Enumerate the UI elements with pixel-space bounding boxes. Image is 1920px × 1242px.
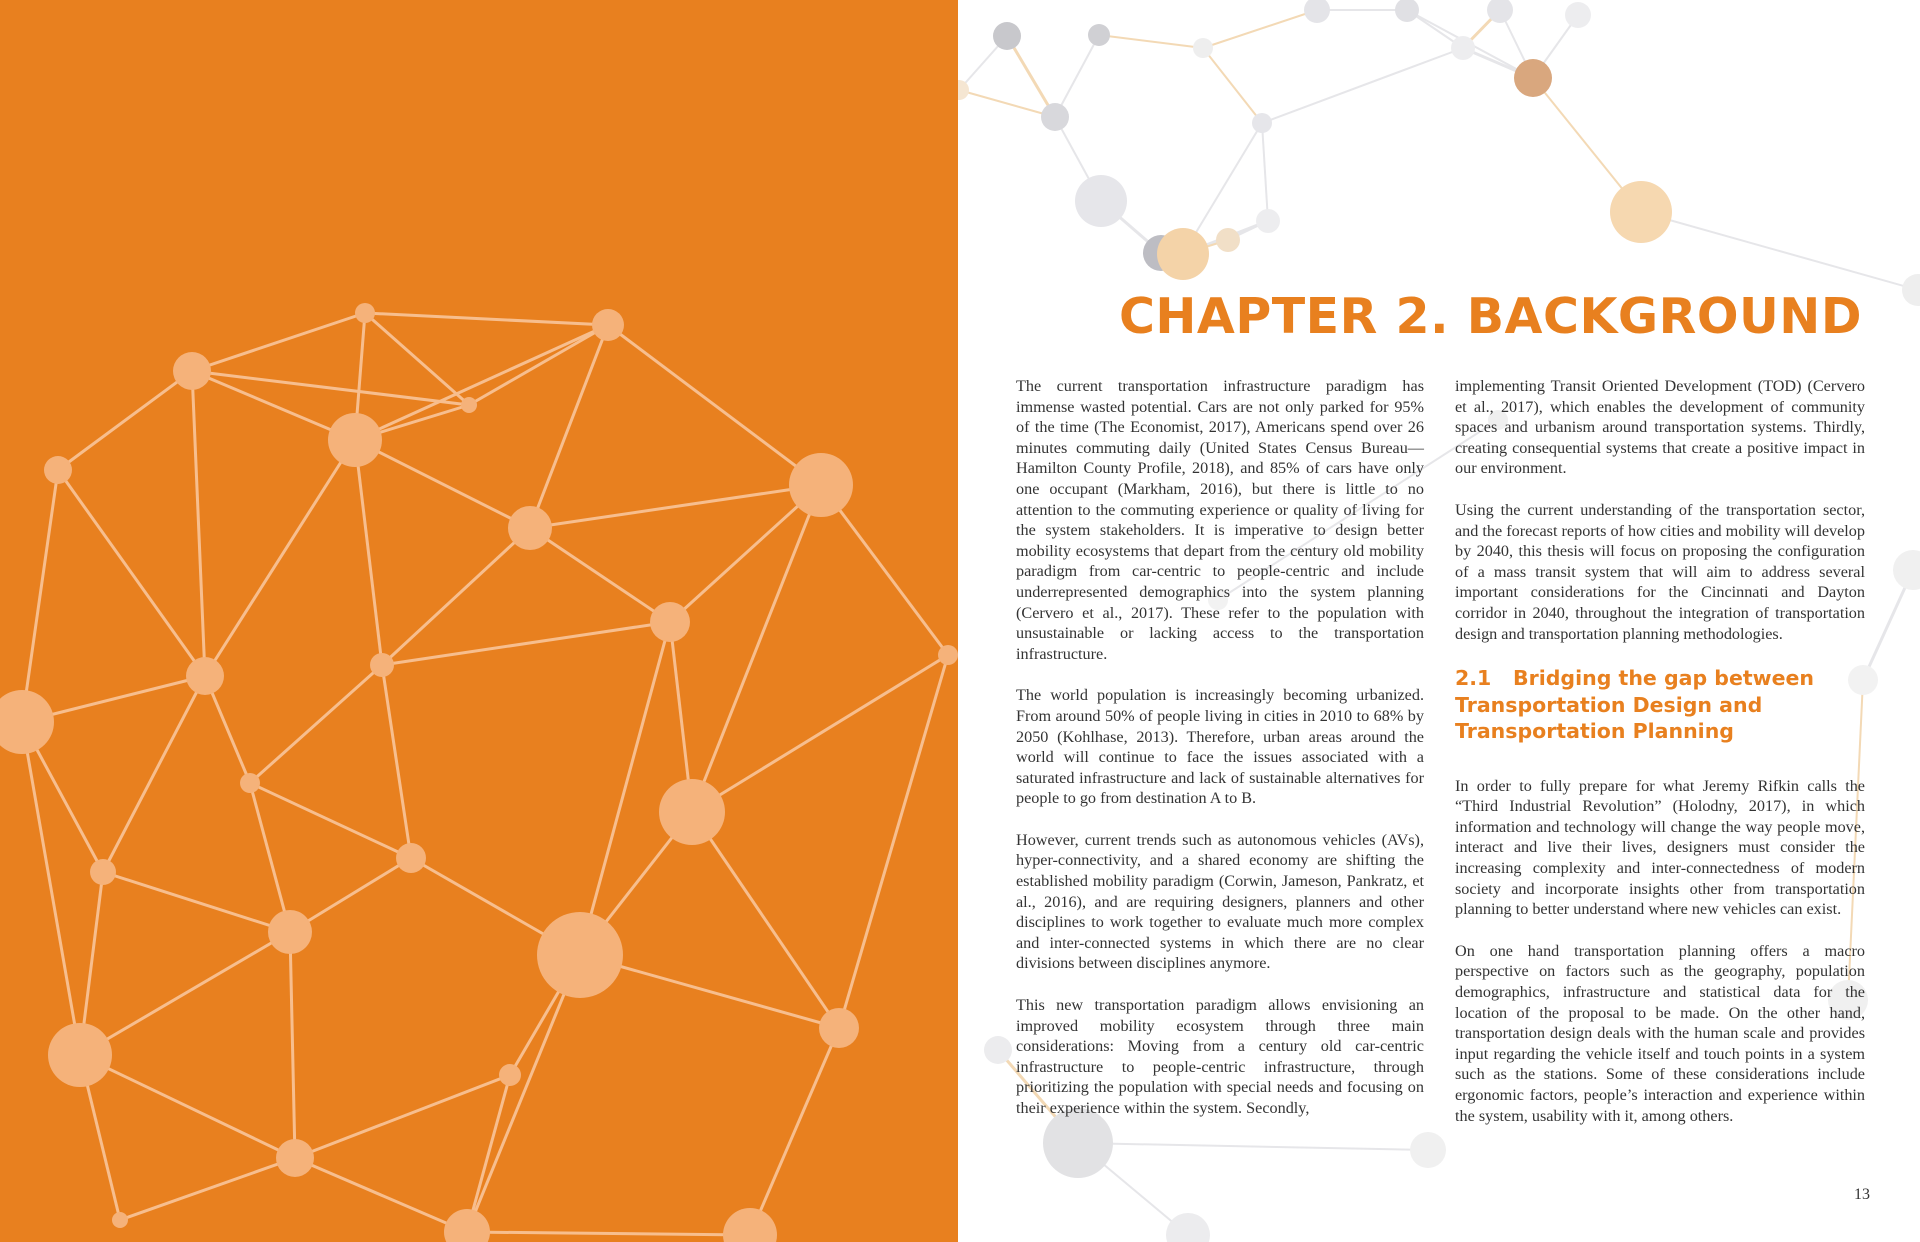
section-heading [1455,665,1865,745]
network-edge [1203,48,1262,123]
network-edge [1262,48,1463,123]
body-paragraph: The world population is increasingly becoming urbanized. From around 50% of people living in cities in 2010 to 68% by 2050 (Kohlhase, 2013). Therefore, urban areas around the world will continue to face the issues associated with a saturated infrastructure and lack of sustainable alternatives for people to go from destination A to B. [1016,686,1424,808]
network-node [1902,274,1920,306]
network-node [1514,59,1552,97]
network-node [1088,24,1110,46]
body-paragraph: On one hand transportation planning offers a macro perspective on factors such as the geography, population demographics, infrastructure and statistical data for the location of the proposal to be made. On the other hand, transportation design deals with the human scale and provides input regarding the vehicle itself and touch points in a system such as the stations. Some of these considerations include ergonomic factors, people’s interaction and experience within the system, usability with it, among others. [1455,941,1865,1125]
body-paragraph: The current transportation infrastructure paradigm has immense wasted potential. Cars are not only parked for 95% of the time (The Economist, 2017), Americans spend over 26 minutes commuting daily (United States Census Bureau—Hamilton County Profile, 2018), and 85% of cars have only one occupant (Markham, 2016), but there is little to no attention to the commuting experience or quality of living for the system stakeholders. It is imperative to design better mobility ecosystems that depart from the century old mobility paradigm from car-centric to people-centric and include underrepresented demographics into the system planning (Cervero et al., 2017). These refer to the population with unsustainable or lacking access to the transportation infrastructure. [1016,377,1424,663]
network-node [1216,228,1240,252]
network-node [1565,2,1591,28]
network-node [276,1139,314,1177]
network-node [1610,181,1672,243]
body-paragraph: In order to fully prepare for what Jeremy Rifkin calls the “Third Industrial Revolution” (Holodny, 2017), in which information and technology will change the way people move, interact and live their lives, designers must consider the increasing complexity and inter-connectedness of modern society and incorporate insights other from transportation planning to better understand where new vehicles can exist. [1455,776,1865,919]
network-node [396,843,426,873]
section-number: 2.1 [1455,666,1492,691]
network-node [1157,228,1209,280]
network-node [461,397,477,413]
network-graphic [0,0,958,1242]
left-page-network-illustration [0,0,958,1242]
network-node [1166,1213,1210,1242]
network-node [240,773,260,793]
network-node [1041,103,1069,131]
network-node [1893,550,1920,590]
body-paragraph: This new transportation paradigm allows envisioning an improved mobility ecosystem through three main considerations: Moving from a century old car-centric infrastructure to people-centric infrastructure, through prioritizing the population with special needs and focusing on their experience within the system. Secondly, [1016,996,1424,1117]
network-node [537,912,623,998]
network-edge [1203,10,1317,48]
network-edge [1078,1143,1428,1150]
network-node [1193,38,1213,58]
network-node [650,602,690,642]
text-column-right [1455,376,1865,1147]
network-node [499,1064,521,1086]
orange-background [0,0,958,1242]
network-node [112,1212,128,1228]
network-node [355,303,375,323]
network-node [958,80,969,100]
network-node [370,653,394,677]
network-node [984,1036,1012,1064]
network-edge [1641,212,1918,290]
network-node [1256,209,1280,233]
network-node [659,779,725,845]
network-node [819,1008,859,1048]
network-edge [1262,123,1268,221]
network-node [1395,0,1419,22]
page-number: 13 [1854,1186,1870,1203]
right-page [958,0,1920,1242]
network-node [173,352,211,390]
network-node [328,413,382,467]
network-node [789,453,853,517]
network-node [186,657,224,695]
network-node [48,1023,112,1087]
network-edge [1099,35,1203,48]
network-node [993,22,1021,50]
network-node [1252,113,1272,133]
text-column-left [1016,376,1424,1140]
chapter-title: CHAPTER 2. BACKGROUND [1118,288,1862,345]
body-paragraph: implementing Transit Oriented Development (TOD) (Cervero et al., 2017), which enables the development of community spaces and urbanism around transportation systems. Thirdly, creating consequential systems that create a positive impact in our environment. [1455,377,1865,478]
network-node [268,910,312,954]
network-node [90,859,116,885]
network-node [44,456,72,484]
body-paragraph: However, current trends such as autonomous vehicles (AVs), hyper-connectivity, and a shared economy are shifting the established mobility paradigm (Corwin, Jameson, Pankratz, et al., 2016), and are requiring designers, planners and other disciplines to work together to evaluate much more complex and inter-connected systems in which there are no clear divisions between disciplines anymore. [1016,830,1424,973]
section-title: Bridging the gap between Transportation Design and Transportation Planning [1455,666,1815,744]
network-node [1075,175,1127,227]
network-node [1451,36,1475,60]
network-node [508,506,552,550]
network-node [592,309,624,341]
network-node [938,645,958,665]
network-node [1304,0,1330,23]
body-paragraph: Using the current understanding of the transportation sector, and the forecast reports of how cities and mobility will develop by 2040, this thesis will focus on proposing the configuration of a mass transit system that will aim to address several important considerations for the Cincinnati and Dayton corridor in 2040, throughout the integration of transportation design and transportation planning methodologies. [1455,500,1865,643]
